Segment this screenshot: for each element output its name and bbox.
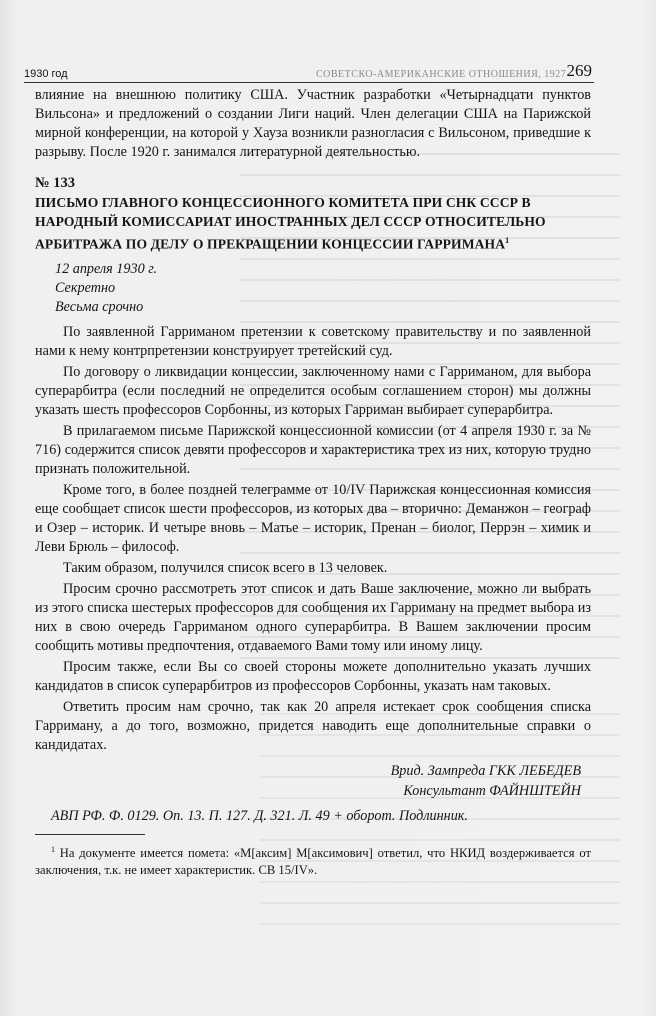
signature-lebedev: Врид. Зампреда ГКК ЛЕБЕДЕВ — [390, 762, 581, 779]
footnote-divider — [35, 834, 145, 835]
page-number: 269 — [566, 61, 592, 80]
body-paragraph: Ответить просим нам срочно, так как 20 апреля истекает срок сообщения списка Гарриману, а до того, возможно, придется наводить еще дополнительные справки о кандидатах. — [35, 698, 591, 753]
running-header — [24, 61, 594, 83]
footnote-text: На документе имеется помета: «М[аксим] М[аксимович] ответил, что НКИД воздерживается от заключения, т.к. не имеет характеристик. СВ 15/IV». — [35, 845, 591, 877]
footnote-mark: 1 — [51, 844, 55, 854]
document-meta — [55, 260, 591, 317]
archive-reference: АВП РФ. Ф. 0129. Оп. 13. П. 127. Д. 321. Л. 49 + оборот. Подлинник. — [51, 807, 468, 824]
document-body — [35, 323, 591, 755]
urgency-mark: Весьма срочно — [55, 298, 144, 315]
header-year: 1930 год — [24, 68, 68, 80]
document-date: 12 апреля 1930 г. — [55, 260, 158, 277]
body-paragraph: По договору о ликвидации концессии, заключенному нами с Гарриманом, для выбора суперарбитра (если последний не определится особым соглашением сторон) мы должны указать шесть профессоров Сорбонны, из которых Гарриман выбирает суперарбитра. — [35, 363, 591, 418]
body-paragraph: В прилагаемом письме Парижской концессионной комиссии (от 4 апреля 1930 г. за № 716) содержится список девяти профессоров и характеристика трех из них, которую трудно признать положительной. — [35, 422, 591, 477]
classification-mark: Секретно — [55, 279, 116, 296]
title-footnote-mark: 1 — [505, 236, 510, 245]
document-number: № 133 — [35, 175, 75, 191]
document-title-text: ПИСЬМО ГЛАВНОГО КОНЦЕССИОННОГО КОМИТЕТА ПРИ СНК СССР В НАРОДНЫЙ КОМИССАРИАТ ИНОСТРАННЫХ ДЕЛ СССР ОТНОСИТЕЛЬНО АРБИТРАЖА ПО ДЕЛУ О ПРЕКРАЩЕНИИ КОНЦЕССИИ ГАРРИМАНА — [35, 195, 546, 252]
body-paragraph: Кроме того, в более поздней телеграмме от 10/IV Парижская концессионная комиссия еще сообщает список шести профессоров, из которых два – вторично: Деманжон – географ и Озер – историк. И четыре вновь – Матье – историк, Пренан – биолог, Перрэн – химик и Леви Брюль – философ. — [35, 481, 591, 555]
document-title — [35, 193, 591, 254]
body-paragraph: Просим также, если Вы со своей стороны можете дополнительно указать лучших кандидатов в список суперарбитров из профессоров Сорбонны, указать нам таковых. — [35, 658, 591, 694]
page-content — [35, 86, 591, 879]
signature-block — [35, 761, 581, 801]
body-paragraph: Таким образом, получился список всего в 13 человек. — [63, 559, 388, 576]
footnote — [35, 841, 591, 879]
body-paragraph: По заявленной Гарриманом претензии к советскому правительству и по заявленной нами к нему контрпретензии конструирует третейский суд. — [35, 323, 591, 359]
body-paragraph: Просим срочно рассмотреть этот список и дать Ваше заключение, можно ли выбрать из этого списка шестерых профессоров для сообщения их Гарриману на предмет выбора из них в свою очередь Гарриманом одного суперарбитра. В Вашем заключении просим сообщить мотивы предпочтения, отдаваемого Вами тому или иному лицу. — [35, 580, 591, 654]
header-running-title: СОВЕТСКО-АМЕРИКАНСКИЕ ОТНОШЕНИЯ, 1927 — [316, 69, 567, 80]
signature-fainshtein: Консультант ФАЙНШТЕЙН — [403, 782, 581, 799]
intro-paragraph: влияние на внешнюю политику США. Участник разработки «Четырнадцати пунктов Вильсона» и предложений о создании Лиги наций. Член делегации США на Парижской мирной конференции, на которой у Хауза возникли разногласия с Вильсоном, приведшие к разрыву. После 1920 г. занимался литературной деятельностью. — [35, 87, 591, 160]
